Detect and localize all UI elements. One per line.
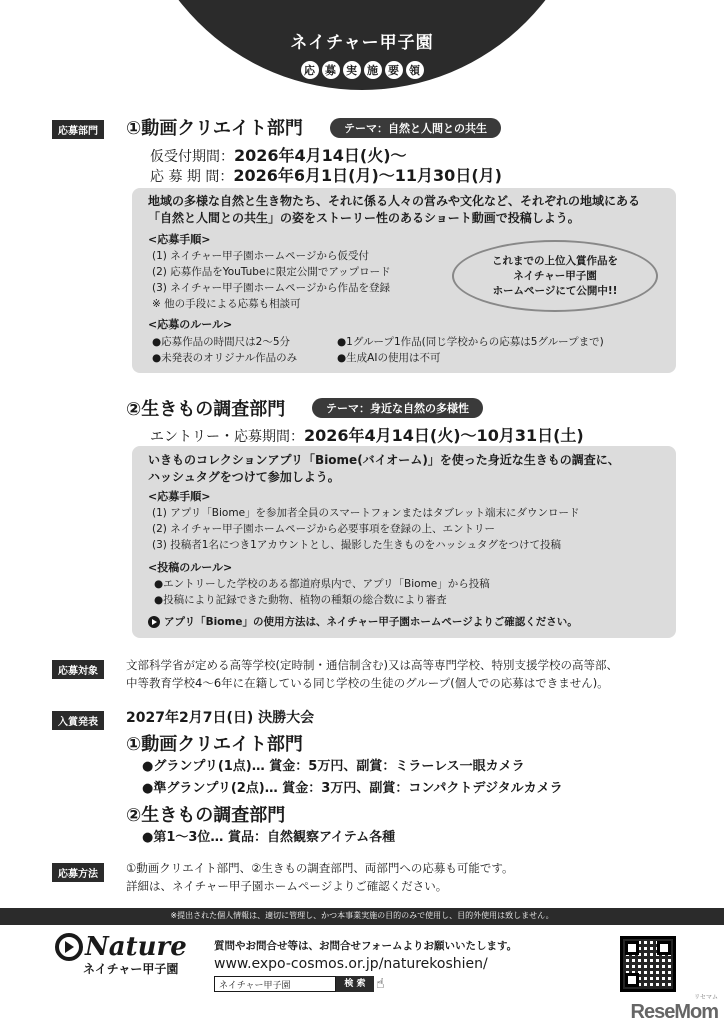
section1-title: ①動画クリエイト部門 [126, 118, 303, 139]
step-item: (2) 応募作品をYouTubeに限定公開でアップロード [152, 266, 391, 278]
period-label: 仮受付期間： [150, 149, 234, 165]
rules-heading: <投稿のルール> [148, 561, 233, 574]
period-value: 2026年6月1日(月)～11月30日(月) [233, 166, 502, 185]
step-item: (3) ネイチャー甲子園ホームページから作品を登録 [152, 282, 390, 294]
rule-item: ●未発表のオリジナル作品のみ [152, 352, 298, 364]
steps-heading: <応募手順> [148, 233, 211, 246]
search-input[interactable]: ネイチャー甲子園 [214, 976, 336, 992]
awards-cat2-title: ②生きもの調査部門 [126, 805, 286, 826]
subtitle-char: 領 [406, 61, 424, 79]
rule-item: ●生成AIの使用は不可 [337, 352, 441, 364]
logo-subtitle: ネイチャー甲子園 [83, 962, 179, 976]
subtitle-char: 実 [343, 61, 361, 79]
section2-theme: テーマ：身近な自然の多様性 [312, 398, 483, 418]
subtitle-char: 要 [385, 61, 403, 79]
privacy-note: ※提出された個人情報は、適切に管理し、かつ本事業実施の目的のみで使用し、目的外使用は致しません。 [0, 908, 724, 925]
period-value: 2026年4月14日(火)～10月31日(土) [304, 426, 584, 445]
rules-heading: <応募のルール> [148, 318, 233, 331]
section1-theme: テーマ：自然と人間との共生 [330, 118, 501, 138]
qr-code[interactable] [620, 936, 676, 992]
method-line: ①動画クリエイト部門、②生きもの調査部門、両部門への応募も可能です。 [126, 861, 514, 875]
eligibility-line: 中等教育学校4～6年に在籍している同じ学校の生徒のグループ(個人での応募はできません)。 [126, 676, 609, 690]
awards-cat1-title: ①動画クリエイト部門 [126, 734, 303, 755]
method-line: 詳細は、ネイチャー甲子園ホームページよりご確認ください。 [126, 879, 448, 893]
section2-title: ②生きもの調査部門 [126, 399, 286, 420]
logo-play-icon [55, 933, 83, 961]
rule-item: ●投稿により記録できた動物、植物の種類の総合数により審査 [154, 594, 447, 606]
step-item: ※ 他の手段による応募も相談可 [152, 298, 301, 310]
period-value: 2026年4月14日(火)～ [234, 146, 407, 165]
biome-note[interactable] [148, 614, 620, 630]
intro-line: 地域の多様な自然と生き物たち、それに係る人々の営みや文化など、それぞれの地域にある [148, 194, 641, 208]
period-label: エントリー・応募期間： [150, 429, 304, 445]
logo-text: Nature [85, 932, 187, 962]
subtitle-char: 募 [322, 61, 340, 79]
subtitle-char: 施 [364, 61, 382, 79]
page-title: ネイチャー甲子園 [290, 33, 434, 53]
step-item: (1) ネイチャー甲子園ホームページから仮受付 [152, 250, 369, 262]
watermark: ReseMom [630, 1001, 718, 1023]
step-item: (1) アプリ「Biome」を参加者全員のスマートフォンまたはタブレット端末にダウンロード [152, 507, 580, 519]
prize-item: ●第1～3位… 賞品：自然観察アイテム各種 [142, 830, 396, 845]
awards-date: 2027年2月7日(日) 決勝大会 [126, 710, 315, 726]
period-label: 応 募 期 間： [150, 169, 234, 185]
callout-line: これまでの上位入賞作品を [492, 254, 618, 267]
eligibility-tag: 応募対象 [52, 660, 104, 679]
prize-item: ●グランプリ(1点)… 賞金：5万円、副賞：ミラーレス一眼カメラ [142, 759, 525, 774]
website-url[interactable]: www.expo-cosmos.or.jp/naturekoshien/ [214, 956, 488, 972]
step-item: (2) ネイチャー甲子園ホームページから必要事項を登録の上、エントリー [152, 523, 495, 535]
method-tag: 応募方法 [52, 863, 104, 882]
contact-text: 質問やお問合せ等は、お問合せフォームよりお願いいたします。 [214, 940, 518, 952]
prize-item: ●準グランプリ(2点)… 賞金：3万円、副賞：コンパクトデジタルカメラ [142, 781, 563, 796]
callout-oval[interactable] [452, 240, 658, 312]
intro-line: 「自然と人間との共生」の姿をストーリー性のあるショート動画で投稿しよう。 [148, 211, 580, 225]
section1-period2 [150, 163, 502, 186]
intro-line: いきものコレクションアプリ「Biome(バイオーム)」を使った身近な生きもの調査に、 [148, 453, 620, 467]
pointer-hand-icon: ☝ [376, 976, 385, 992]
rules-grid [152, 334, 672, 366]
search-box [214, 976, 517, 992]
play-icon [148, 616, 160, 628]
rule-item: ●1グループ1作品(同じ学校からの応募は5グループまで) [337, 336, 604, 348]
step-item: (3) 投稿者1名につき1アカウントとし、撮影した生きものをハッシュタグをつけて投稿 [152, 539, 562, 551]
watermark-small: リセマム [694, 994, 718, 1001]
rule-item: ●エントリーした学校のある都道府県内で、アプリ「Biome」から投稿 [154, 578, 490, 590]
intro-line: ハッシュタグをつけて参加しよう。 [148, 470, 340, 484]
biome-note-text: アプリ「Biome」の使用方法は、ネイチャー甲子園ホームページよりご確認ください。 [164, 616, 578, 628]
awards-tag: 入賞発表 [52, 711, 104, 730]
section-tag: 応募部門 [52, 120, 104, 139]
nature-logo[interactable] [55, 932, 205, 977]
eligibility-line: 文部科学省が定める高等学校(定時制・通信制含む)又は高等専門学校、特別支援学校の高等部、 [126, 658, 618, 672]
steps-heading: <応募手順> [148, 490, 211, 503]
callout-line: ホームページにて公開中!! [492, 284, 618, 297]
subtitle-char: 応 [301, 61, 319, 79]
rule-item: ●応募作品の時間尺は2～5分 [152, 336, 291, 348]
subtitle-chars [130, 61, 594, 79]
section2-period [150, 423, 584, 446]
search-button[interactable]: 検 索 [336, 976, 374, 992]
callout-line: ネイチャー甲子園 [513, 269, 597, 282]
